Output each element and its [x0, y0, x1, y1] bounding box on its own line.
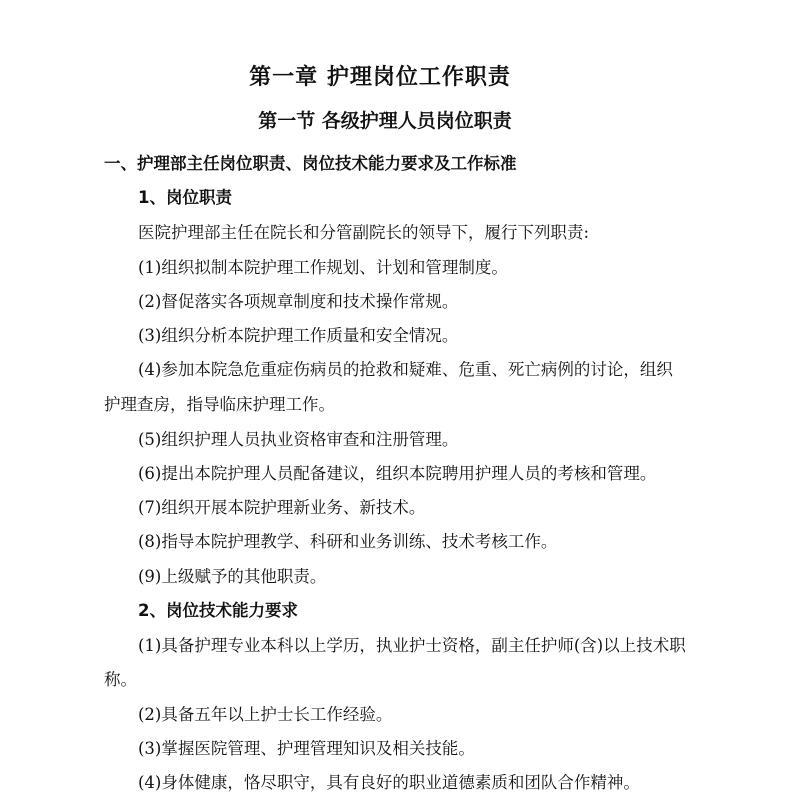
heading-nursing-director-duties: 一、护理部主任岗位职责、岗位技术能力要求及工作标准: [104, 154, 517, 173]
skills-heading: 2、岗位技术能力要求: [138, 601, 298, 620]
duty-item: (1)组织拟制本院护理工作规划、计划和管理制度。: [138, 258, 508, 277]
skill-item-continuation: 称。: [104, 670, 137, 689]
chapter-title: 第一章 护理岗位工作职责: [249, 65, 511, 90]
duty-item: (8)指导本院护理教学、科研和业务训练、技术考核工作。: [138, 532, 558, 551]
skill-item: (2)具备五年以上护士长工作经验。: [138, 705, 393, 724]
duty-item: (5)组织护理人员执业资格审查和注册管理。: [138, 430, 459, 449]
duties-heading: 1、岗位职责: [138, 188, 232, 207]
duty-item: (4)参加本院急危重症伤病员的抢救和疑难、危重、死亡病例的讨论，组织: [138, 360, 673, 379]
section-title: 第一节 各级护理人员岗位职责: [258, 110, 512, 132]
skill-item: (1)具备护理专业本科以上学历，执业护士资格，副主任护师(含)以上技术职: [138, 636, 686, 655]
duty-item: (6)提出本院护理人员配备建议，组织本院聘用护理人员的考核和管理。: [138, 464, 657, 483]
duties-intro: 医院护理部主任在院长和分管副院长的领导下，履行下列职责:: [138, 223, 590, 242]
skill-item: (4)身体健康，恪尽职守，具有良好的职业道德素质和团队合作精神。: [138, 773, 640, 792]
duty-item: (7)组织开展本院护理新业务、新技术。: [138, 498, 426, 517]
duty-item: (2)督促落实各项规章制度和技术操作常规。: [138, 292, 459, 311]
duty-item: (3)组织分析本院护理工作质量和安全情况。: [138, 326, 459, 345]
duty-item: (9)上级赋予的其他职责。: [138, 567, 327, 586]
skill-item: (3)掌握医院管理、护理管理知识及相关技能。: [138, 739, 475, 758]
duty-item-continuation: 护理查房，指导临床护理工作。: [104, 395, 335, 414]
